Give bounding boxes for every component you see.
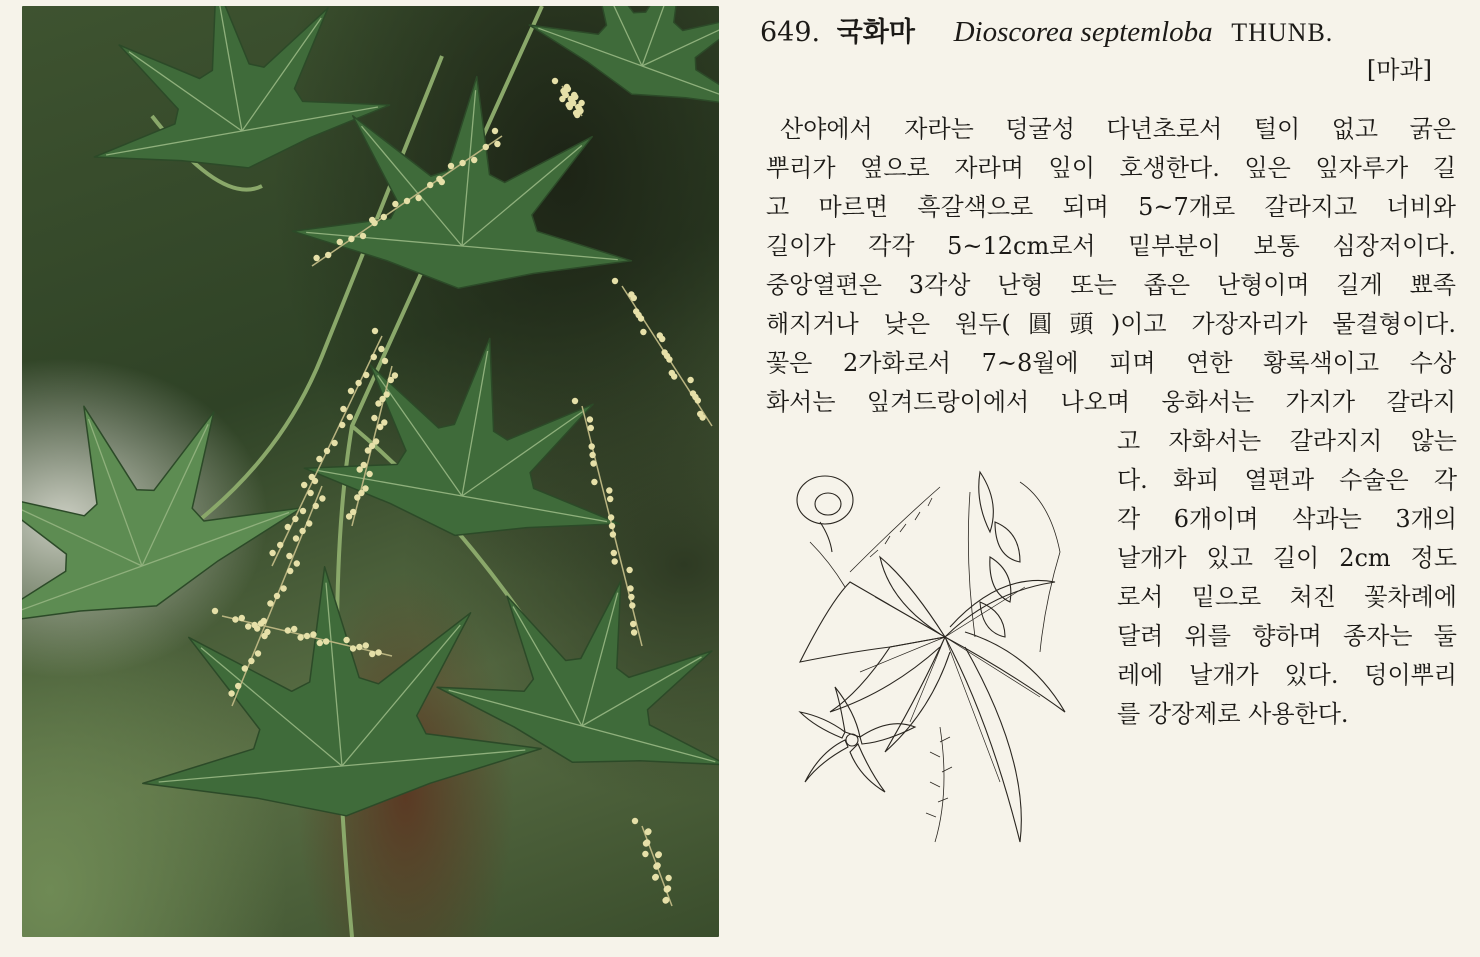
drawn-leaf (800, 557, 1065, 842)
plant-photo-illustration (22, 6, 719, 937)
photo-flower-bud (355, 380, 361, 386)
photo-flower-bud (575, 104, 581, 110)
photo-flower-bud (666, 356, 672, 362)
photo-flower-bud (285, 524, 291, 530)
entry-number: 649. (760, 17, 821, 48)
photo-flower-bud (294, 560, 300, 566)
drawn-flower-top (797, 476, 853, 552)
photo-flower-bud (483, 144, 489, 150)
photo-flower-bud (212, 608, 218, 614)
entry-header (760, 10, 1460, 50)
description-line: 중앙열편은 3각상 난형 또는 좁은 난형이며 길게 뾰족 (766, 271, 1456, 299)
photo-flower-bud (264, 629, 270, 635)
line-drawing-svg (790, 462, 1080, 857)
photo-flower-bud (665, 875, 671, 881)
photo-flower-bud (292, 516, 298, 522)
photo-flower-bud (316, 456, 322, 462)
photo-flower-bud (611, 550, 617, 556)
description-line: 산야에서 자라는 덩굴성 다년초로서 털이 없고 굵은 (780, 115, 1456, 143)
botanical-line-drawing (790, 462, 1080, 857)
photo-flower-bud (366, 471, 372, 477)
photo-flower-bud (307, 490, 313, 496)
photo-flower-bud (248, 658, 254, 664)
photo-flower-bud (350, 645, 356, 651)
photo-flower-bud (354, 494, 360, 500)
photo-flower-bud (325, 252, 331, 258)
photo-flower-bud (590, 460, 596, 466)
photo-leaf (94, 6, 389, 168)
photo-flower-bud (589, 443, 595, 449)
photo-flower-bud (392, 201, 398, 207)
photo-flower-bud (300, 508, 306, 514)
description-narrow (1117, 422, 1457, 734)
description-line: 레에 날개가 있다. 덩이뿌리 (1117, 661, 1457, 689)
photo-flower-bud (357, 466, 363, 472)
photo-flower-bud (313, 503, 319, 509)
photo-flower-bud (378, 346, 384, 352)
photo-flower-bud (664, 886, 670, 892)
photo-flower-bud (291, 626, 297, 632)
photo-flower-bud (415, 195, 421, 201)
description-line: 꽃은 2가화로서 7~8월에 피며 연한 황록색이고 수상 (766, 349, 1456, 377)
photo-flower-bud (492, 128, 498, 134)
photo-flower-bud (606, 487, 612, 493)
photo-flower-bud (612, 558, 618, 564)
description-line: 날개가 있고 길이 2cm 정도 (1117, 544, 1457, 572)
photo-flower-bud (631, 295, 637, 301)
photo-flower-bud (629, 602, 635, 608)
photo-flower-bud (632, 818, 638, 824)
photo-flower-bud (293, 535, 299, 541)
description-line: 길이가 각각 5~12cm로서 밑부분이 보통 심장저이다. (766, 232, 1456, 260)
photo-flower-bud (448, 163, 454, 169)
plant-photograph (22, 6, 719, 937)
photo-flower-bud (630, 621, 636, 627)
photo-flower-bud (371, 415, 377, 421)
photo-flower-bud (313, 255, 319, 261)
photo-flower-bud (459, 160, 465, 166)
photo-flower-bud (312, 478, 318, 484)
photo-flower-bud (643, 840, 649, 846)
photo-leaf (22, 406, 302, 624)
photo-flower-bud (381, 214, 387, 220)
photo-flower-bud (375, 400, 381, 406)
photo-flower-bud (348, 388, 354, 394)
photo-flower-bud (285, 627, 291, 633)
photo-flower-bud (662, 897, 668, 903)
photo-flower-bud (269, 550, 275, 556)
photo-flower-bud (610, 531, 616, 537)
photo-flower-bud (695, 397, 701, 403)
photo-flower-bud (388, 377, 394, 383)
description-line: 다. 화피 열편과 수술은 각 (1117, 466, 1457, 494)
photo-flower-bud (612, 278, 618, 284)
description-full (766, 110, 1456, 422)
photo-flower-bud (372, 328, 378, 334)
photo-flower-bud (626, 567, 632, 573)
photo-flower-bud (627, 585, 633, 591)
photo-flower-bud (652, 874, 658, 880)
photo-flower-bud (587, 416, 593, 422)
description-line: 각 6개이며 삭과는 3개의 (1117, 505, 1457, 533)
photo-flower-bud (375, 649, 381, 655)
photo-flower-bud (568, 96, 574, 102)
photo-flower-bud (591, 479, 597, 485)
korean-name: 국화마 (836, 17, 915, 48)
photo-flower-bud (589, 452, 595, 458)
photo-flower-bud (232, 616, 238, 622)
photo-flower-bud (347, 414, 353, 420)
photo-flower-bud (655, 852, 661, 858)
photo-flower-bud (323, 638, 329, 644)
photo-flower-bud (645, 829, 651, 835)
photo-flower-bud (377, 424, 383, 430)
photo-flower-bud (319, 495, 325, 501)
photo-flower-bud (306, 520, 312, 526)
description-line: 해지거나 낮은 원두(圓頭)이고 가장자리가 물결형이다. (766, 310, 1456, 338)
photo-flower-bud (251, 622, 257, 628)
description-line: 화서는 잎겨드랑이에서 나오며 웅화서는 가지가 갈라지 (766, 388, 1456, 416)
photo-flower-bud (228, 690, 234, 696)
photo-flower-bud (653, 863, 659, 869)
photo-flower-bud (363, 372, 369, 378)
photo-flower-bud (369, 651, 375, 657)
photo-flower-bud (299, 528, 305, 534)
author-abbrev: THUNB. (1231, 18, 1334, 47)
drawn-flower-spikes (810, 487, 952, 842)
photo-flower-bud (346, 513, 352, 519)
photo-flower-bud (631, 629, 637, 635)
photo-leaf (437, 581, 719, 765)
photo-flower-bud (607, 496, 613, 502)
photo-flower-bud (659, 336, 665, 342)
photo-flower-bud (331, 440, 337, 446)
photo-flower-bud (267, 600, 273, 606)
photo-flower-bud (559, 96, 565, 102)
photo-flower-bud (340, 406, 346, 412)
photo-flower-bud (608, 514, 614, 520)
photo-flower-bud (356, 644, 362, 650)
photo-flower-bud (280, 585, 286, 591)
photo-flower-bud (382, 358, 388, 364)
photo-flower-bud (242, 665, 248, 671)
scientific-name: Dioscorea septemloba (953, 16, 1213, 48)
photo-flower-bud (324, 448, 330, 454)
photo-flower-bud (427, 182, 433, 188)
photo-leaf (529, 6, 719, 107)
description-line: 고 자화서는 갈라지지 않는 (1117, 427, 1457, 455)
photo-flower-bud (560, 88, 566, 94)
photo-flower-bud (274, 593, 280, 599)
photo-flower-bud (343, 637, 349, 643)
photo-flower-bud (609, 523, 615, 529)
photo-flower-bud (301, 482, 307, 488)
description-line: 달려 위를 향하며 종자는 둘 (1117, 622, 1457, 650)
photo-flower-bud (339, 422, 345, 428)
photo-flower-bud (235, 683, 241, 689)
description-line: 고 마르면 흑갈색으로 되며 5~7개로 갈라지고 너비와 (766, 193, 1456, 221)
photo-flower-bud (640, 329, 646, 335)
photo-flower-bud (297, 634, 303, 640)
photo-flower-bud (371, 354, 377, 360)
photo-flower-bud (588, 425, 594, 431)
photo-flower-bud (628, 594, 634, 600)
photo-flower-bud (277, 542, 283, 548)
photo-flower-bud (365, 447, 371, 453)
family-name: [마과] (1366, 56, 1432, 84)
description-line: 뿌리가 옆으로 자라며 잎이 호생한다. 잎은 잎자루가 길 (766, 154, 1456, 182)
photo-flower-bud (286, 553, 292, 559)
description-line: 를 강장제로 사용한다. (1117, 700, 1349, 728)
photo-flower-bud (642, 851, 648, 857)
photo-flower-bud (239, 615, 245, 621)
photo-flower-bud (572, 398, 578, 404)
photo-flower-bud (310, 631, 316, 637)
photo-flower-bud (287, 568, 293, 574)
photo-flower-bud (404, 198, 410, 204)
drawn-seed-pods (968, 472, 1060, 652)
photo-flower-bud (687, 377, 693, 383)
photo-flower-bud (363, 642, 369, 648)
photo-flower-bud (258, 620, 264, 626)
photo-flower-bud (573, 110, 579, 116)
photo-flower-bud (566, 102, 572, 108)
photo-flower-bud (255, 650, 261, 656)
photo-flower-bud (699, 414, 705, 420)
photo-flower-bud (348, 236, 354, 242)
photo-flower-bud (494, 141, 500, 147)
photo-flower-bud (471, 157, 477, 163)
photo-flower-bud (360, 233, 366, 239)
photo-flower-bud (245, 623, 251, 629)
photo-flower-bud (317, 640, 323, 646)
photo-flower-bud (552, 78, 558, 84)
photo-flower-bud (337, 239, 343, 245)
photo-flower-bud (671, 373, 677, 379)
photo-flower-bud (439, 179, 445, 185)
photo-flower-bud (371, 220, 377, 226)
photo-flower-bud (304, 633, 310, 639)
photo-flower-bud (638, 315, 644, 321)
description-line: 로서 밑으로 처진 꽃차례에 (1117, 583, 1457, 611)
